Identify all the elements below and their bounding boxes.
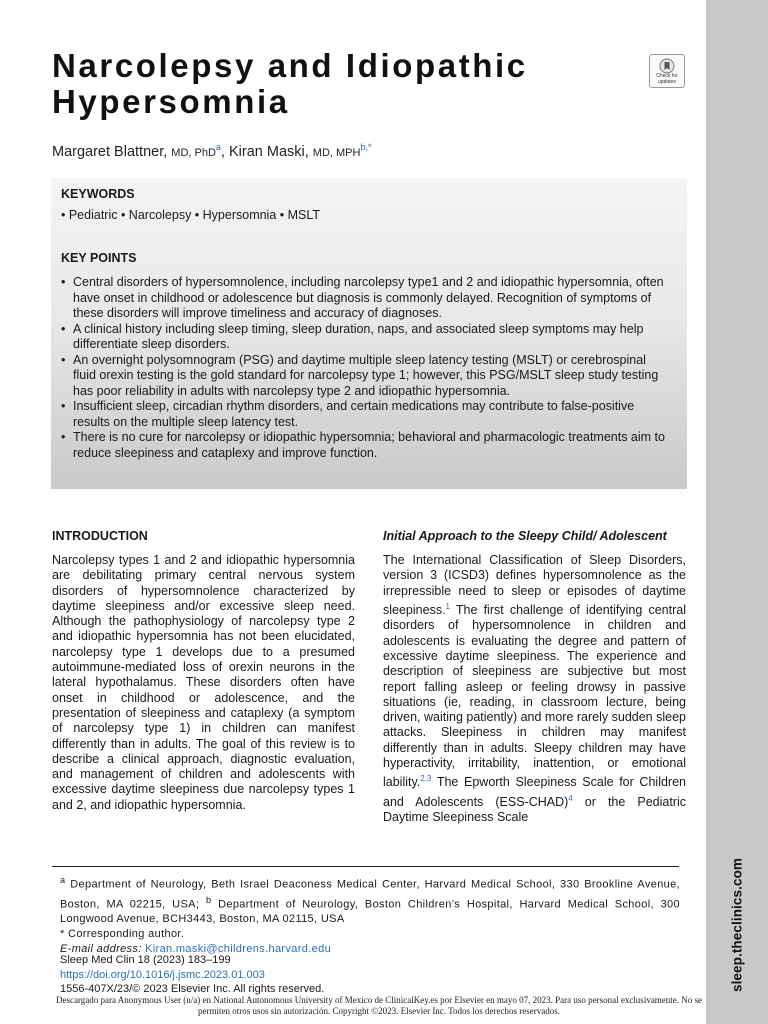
author-affiliation-mark-2[interactable]: b,*: [360, 142, 372, 152]
key-point-item: • There is no cure for narcolepsy or idiopathic hypersomnia; behavioral and pharmacologic treatments aim to reduce sleepiness and cataplexy and improve function.: [61, 430, 669, 461]
author-degrees-2: MD, MPH: [312, 146, 361, 159]
journal-info: [60, 953, 324, 997]
initial-approach-paragraph: [383, 553, 686, 826]
email-label: E-mail address:: [60, 943, 142, 956]
author-affiliation-mark-1[interactable]: a: [215, 142, 221, 152]
author-list: [52, 142, 371, 160]
badge-label-line2: updates: [658, 78, 676, 85]
bookmark-icon: [659, 58, 675, 74]
right-column: [383, 529, 686, 826]
paragraph-text: or the Pediatric Daytime Sleepiness Scale: [383, 794, 686, 825]
paragraph-text: The first challenge of identifying central disorders of hypersomnolence in children and adolescents is evaluating the degree and pattern of excessive daytime sleepiness. The experience and description of sleepiness are subjective but most report falling asleep or feeling drowsy in passive situations (ie, reading, in classroom lecture, being driven, waiting patiently) and more rarely sudden sleep attacks. Sleepiness in children may manifest differently than in adults. Sleepy children may have hyperactivity, irritability, inattention, or emotional lability.: [383, 603, 686, 790]
citation-link[interactable]: 1: [445, 601, 450, 611]
title-line-1: Narcolepsy and Idiopathic: [52, 47, 528, 84]
affiliation-a: Department of Neurology, Beth Israel Deaconess Medical Center, Harvard Medical School, 330 Brookline Avenue, Boston, MA 02215, USA;: [60, 878, 680, 911]
keywords-heading: KEYWORDS: [61, 187, 135, 201]
initial-approach-heading: Initial Approach to the Sleepy Child/ Adolescent: [383, 529, 667, 543]
journal-citation: Sleep Med Clin 18 (2023) 183–199: [60, 954, 231, 966]
key-point-item: • An overnight polysomnogram (PSG) and daytime multiple sleep latency testing (MSLT) or cerebrospinal fluid orexin testing is the gold standard for narcolepsy type 1; however, this PSG/MSLT sleep study testing has poor reliability in adults with narcolepsy type 2 and idiopathic hypersomnia.: [61, 353, 669, 400]
author-name-2: Kiran Maski,: [228, 143, 309, 160]
key-point-item: • A clinical history including sleep timing, sleep duration, naps, and associated sleep symptoms may help differentiate sleep disorders.: [61, 322, 669, 353]
key-point-item: • Insufficient sleep, circadian rhythm disorders, and certain medications may contribute to false-positive results on the multiple sleep latency test.: [61, 399, 669, 430]
author-name-1: Margaret Blattner,: [52, 143, 168, 160]
footnotes: [60, 873, 680, 957]
key-points-heading: KEY POINTS: [61, 251, 137, 265]
keywords-list: • Pediatric • Narcolepsy • Hypersomnia • MSLT: [61, 208, 321, 222]
introduction-heading: INTRODUCTION: [52, 529, 148, 543]
article-title: [52, 48, 528, 120]
author-separator: ,: [220, 143, 225, 160]
affiliation-mark-b: b: [205, 894, 212, 905]
affiliations: [60, 873, 680, 927]
doi-link[interactable]: https://doi.org/10.1016/j.jsmc.2023.01.003: [60, 968, 265, 981]
key-points-list: [61, 275, 669, 461]
left-column: [52, 529, 355, 813]
corresponding-author-note: * Corresponding author.: [60, 928, 185, 941]
title-line-2: Hypersomnia: [52, 83, 290, 120]
journal-site-label: sleep.theclinics.com: [729, 857, 745, 993]
badge-label-line1: Check for: [656, 73, 678, 79]
copyright-line: 1556-407X/23/© 2023 Elsevier Inc. All rights reserved.: [60, 983, 325, 995]
footnote-divider: [52, 866, 679, 867]
key-point-item: • Central disorders of hypersomnolence, including narcolepsy type1 and 2 and idiopathic hypersomnia, often have onset in childhood or adolescence but diagnosis is commonly delayed. Recognition of symptoms of these disorders will improve timeliness and accuracy of diagnoses.: [61, 275, 669, 322]
citation-link[interactable]: 2,3: [420, 774, 432, 784]
paragraph-text: The International Classification of Sleep Disorders, version 3 (ICSD3) defines hypersomnolence as the irrepressible need to sleep or episodes of daytime sleepiness.: [383, 553, 686, 618]
download-notice: Descargado para Anonymous User (n/a) en National Autonomous University of Mexico de ClinicalKey.es por Elsevier en mayo 07, 2023. Para uso personal exclusivamente. No se permiten otros usos sin autorización. Copyright ©2023. Elsevier Inc. Todos los derechos reservados.: [55, 995, 703, 1016]
affiliation-mark-a: a: [60, 875, 66, 885]
email-link[interactable]: Kiran.maski@childrens.harvard.edu: [145, 943, 332, 956]
affiliation-b: Department of Neurology, Boston Children’s Hospital, Harvard Medical School, 300 Longwood Avenue, BCH3443, Boston, MA 02115, USA: [60, 898, 680, 926]
citation-link[interactable]: 4: [568, 793, 573, 803]
introduction-paragraph: Narcolepsy types 1 and 2 and idiopathic hypersomnia are debilitating primary central nervous system disorders of hypersomnolence characterized by daytime sleepiness and/or excessive sleep need. Although the pathophysiology of narcolepsy type 2 and idiopathic hypersomnia has not been elucidated, narcolepsy type 1 develops due to a presumed autoimmune-mediated loss of orexin neurons in the lateral hypothalamus. These disorders often have onset in childhood or adolescence, and the presentation of sleepiness and cataplexy (a symptom of narcolepsy type 1) in children can manifest differently than in adults. The goal of this review is to describe a clinical approach, diagnostic evaluation, and management of children and adolescents with excessive daytime sleepiness due narcolepsy types 1 and 2, and idiopathic hypersomnia.: [52, 553, 355, 812]
paragraph-text: The Epworth Sleepiness Scale for Children and Adolescents (ESS-CHAD): [383, 775, 686, 809]
author-degrees-1: MD, PhD: [171, 146, 216, 159]
check-for-updates-badge[interactable]: [649, 54, 685, 88]
